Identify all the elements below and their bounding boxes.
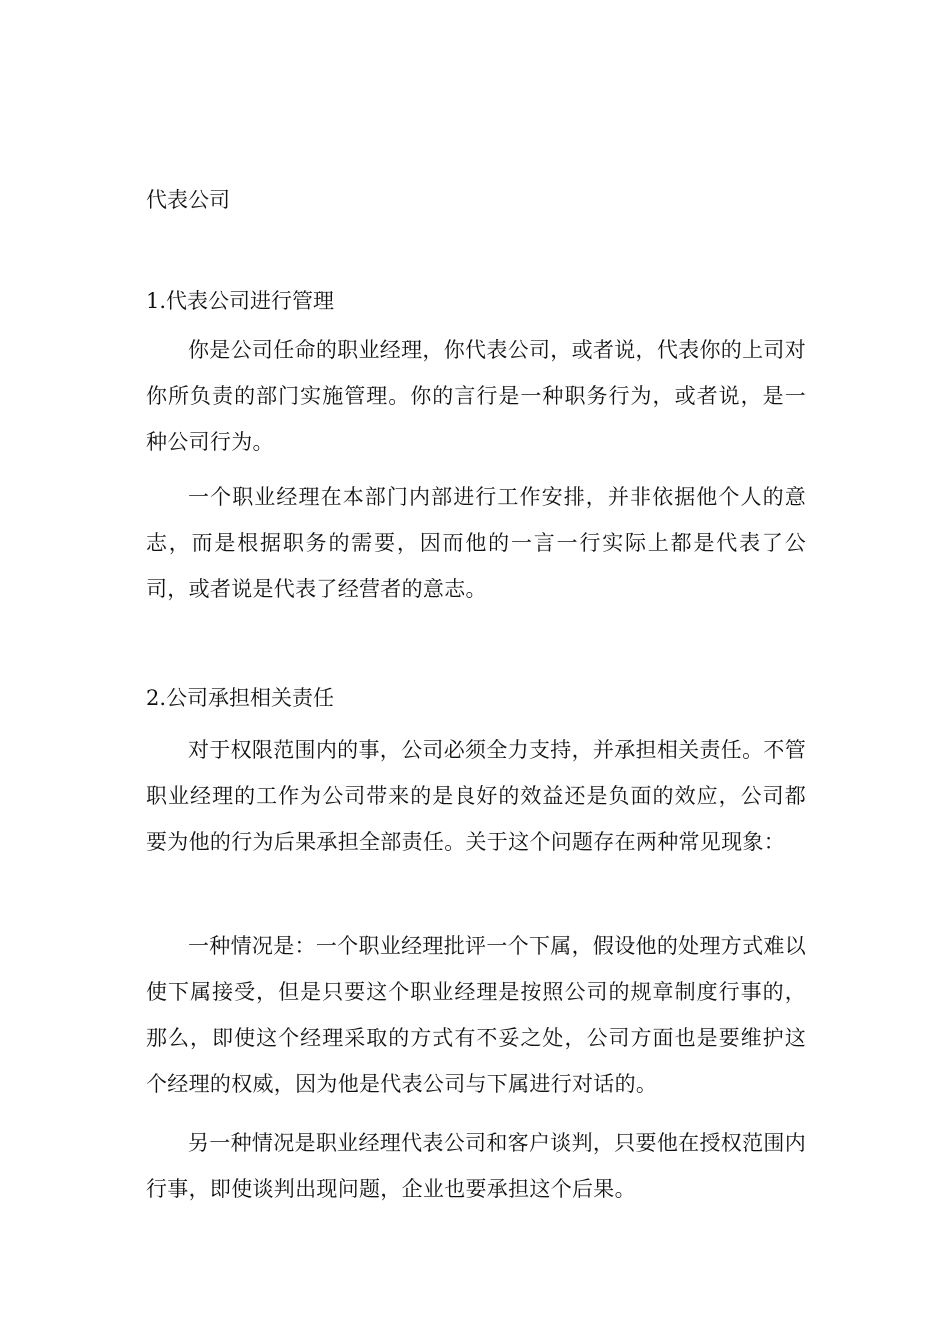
section-2-paragraph-1: 对于权限范围内的事，公司必须全力支持，并承担相关责任。不管职业经理的工作为公司带来的是良好的效益还是负面的效应，公司都要为他的行为后果承担全部责任。关于这个问题存在两种常见现象：	[146, 738, 806, 854]
section-2-paragraph-3: 另一种情况是职业经理代表公司和客户谈判，只要他在授权范围内行事，即使谈判出现问题，企业也要承担这个后果。	[146, 1131, 806, 1201]
section-1-paragraph-2: 一个职业经理在本部门内部进行工作安排，并非依据他个人的意志，而是根据职务的需要，因而他的一言一行实际上都是代表了公司，或者说是代表了经营者的意志。	[146, 485, 806, 601]
section-1-paragraph-1: 你是公司任命的职业经理，你代表公司，或者说，代表你的上司对你所负责的部门实施管理。你的言行是一种职务行为，或者说，是一种公司行为。	[146, 338, 806, 454]
section-heading-1: 1.代表公司进行管理	[146, 289, 335, 313]
section-heading-2: 2.公司承担相关责任	[146, 686, 335, 710]
document-title: 代表公司	[146, 188, 230, 212]
section-2-paragraph-2: 一种情况是：一个职业经理批评一个下属，假设他的处理方式难以使下属接受，但是只要这个职业经理是按照公司的规章制度行事的，那么，即使这个经理采取的方式有不妥之处，公司方面也是要维护这个经理的权威，因为他是代表公司与下属进行对话的。	[146, 934, 806, 1096]
